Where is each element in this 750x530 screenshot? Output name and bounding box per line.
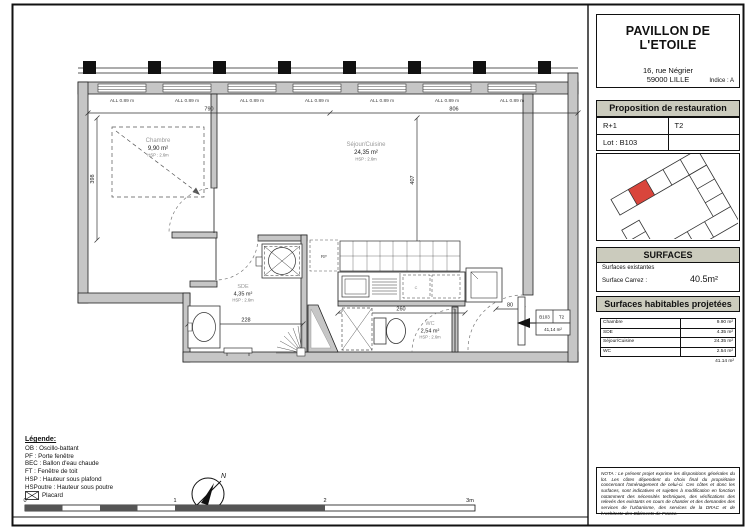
nota-text: NOTA : Le présent projet exprime les dispositions générales du lot. Les côtes dépendent du choix final du propriétaire concernant l'aménagement de celui-ci. Ces côtes et donc les surfaces, sont indicatives et sujettes à modification en fonction notamment des nécessités techniques, des vérifications des relevés des existants en cours de chantier et des demandes des services de l'urbanisme, des services de la DRAC et de l'Architecte des Bâtiments de France.: [601, 471, 735, 516]
table-row: [601, 329, 735, 339]
row-value: 4.35 m²: [716, 329, 733, 335]
facade-windows: [98, 84, 536, 92]
sde-door-arc: [216, 238, 258, 280]
entrance-door-arc: [468, 295, 523, 350]
dim-sde: 228: [241, 317, 251, 324]
sde-label: [232, 284, 254, 303]
sill-label: ALL 0.89 m: [304, 99, 330, 104]
legend-item: HSPoutre : Hauteur sous poutre: [25, 483, 114, 491]
window-sill-labels: [110, 98, 524, 104]
toilet: [374, 318, 406, 344]
table-row: [597, 118, 739, 135]
dim-center: 407: [410, 175, 416, 185]
lot-cell: Lot : B103: [597, 135, 669, 151]
sill-label: ALL 0.89 m: [174, 99, 200, 104]
legend-placard-item: [25, 491, 175, 500]
row-value: 2.54 m²: [716, 348, 733, 354]
fridge-slot: [310, 240, 338, 271]
scale-1: 1: [173, 498, 177, 504]
scale-3m: 3m: [466, 498, 474, 504]
table-row: [601, 319, 735, 329]
legend-item: HSP : Hauteur sous plafond: [25, 475, 102, 483]
fridge-label: RF: [320, 255, 328, 260]
north-label: N: [221, 473, 227, 480]
surfaces-body: [596, 263, 740, 292]
sill-label: ALL 0.89 m: [109, 99, 135, 104]
svg-text:Séjour/Cuisine: Séjour/Cuisine: [346, 142, 386, 148]
row-value: 9.90 m²: [716, 320, 733, 325]
placard-label: Placard: [42, 491, 63, 499]
placard-closet: [342, 308, 372, 350]
svg-text:SDE: SDE: [237, 284, 249, 290]
carrez-value: 40.5m²: [689, 274, 718, 284]
key-plan: [596, 153, 740, 241]
svg-text:WC: WC: [425, 321, 435, 327]
legend-title: Légende:: [25, 436, 57, 443]
north-arrow: [192, 473, 227, 510]
table-row: [601, 348, 735, 357]
svg-text:24,35 m²: 24,35 m²: [354, 150, 378, 156]
legend-item: PF : Porte fenêtre: [25, 452, 74, 460]
revision-index: Indice : A: [709, 78, 734, 84]
carrez-label: Surface Carrez :: [602, 277, 648, 284]
sill-label: ALL 0.89 m: [369, 99, 395, 104]
walls: [78, 73, 578, 362]
scale-0: 0: [23, 498, 27, 504]
svg-text:HSP : 2.6m: HSP : 2.6m: [419, 334, 441, 340]
projected-surfaces-header: Surfaces habitables projetées: [596, 296, 740, 312]
sejour-label: [346, 142, 386, 162]
proposition-table: [596, 117, 740, 151]
surfaces-header: SURFACES: [596, 247, 740, 263]
tag-lot: B103: [539, 314, 550, 320]
legend-item: FT : Fenêtre de toit: [25, 468, 78, 476]
chambre-door-arc: [169, 188, 214, 233]
dim-left: 398: [90, 174, 96, 184]
legend-item: BEC : Ballon d'eau chaude: [25, 460, 99, 468]
surfaces-existing-label: Surfaces existantes: [602, 265, 655, 271]
row-label: SDE: [601, 329, 681, 338]
chambre-label: [146, 138, 171, 158]
svg-text:4,35 m²: 4,35 m²: [233, 291, 253, 298]
legend-item: OB : Oscillo-battant: [25, 445, 79, 452]
title-block-address: [596, 14, 740, 88]
kitchen-counter: [338, 272, 465, 301]
empty-cell: [669, 135, 740, 151]
table-row: [601, 338, 735, 348]
svg-text:HSP : 2.6m: HSP : 2.6m: [232, 297, 254, 303]
sill-label: ALL 0.89 m: [499, 99, 525, 104]
sill-label: ALL 0.89 m: [434, 99, 460, 104]
row-label: WC: [601, 348, 681, 357]
water-heater-closet: [466, 268, 502, 302]
tag-type: T2: [558, 314, 565, 320]
svg-text:2,54 m²: 2,54 m²: [420, 328, 440, 335]
level-cell: R+1: [597, 118, 669, 134]
address-line2: 59000 LILLE: [646, 75, 690, 84]
projected-surfaces-table: [596, 312, 740, 364]
svg-text:Chambre: Chambre: [145, 138, 171, 144]
washbasin: [188, 306, 220, 348]
structural-posts: [83, 61, 551, 74]
roof-window-grid: [340, 241, 460, 271]
scale-2: 2: [323, 498, 327, 504]
dim-kitchen: 260: [396, 306, 406, 313]
svg-text:9,90 m²: 9,90 m²: [147, 146, 169, 152]
nota-box: [596, 467, 740, 514]
projected-total: 41.14 m²: [715, 359, 734, 364]
type-cell: T2: [674, 121, 684, 130]
counter-label: C: [414, 286, 418, 290]
project-title: PAVILLON DE L'ETOILE: [625, 24, 711, 52]
dim-top-left: 790: [204, 106, 214, 113]
proposition-header: Proposition de restauration: [596, 100, 740, 117]
tag-area: 41,14 m²: [544, 327, 562, 332]
svg-text:HSP : 2.6m: HSP : 2.6m: [147, 152, 169, 158]
dim-top-right: 806: [449, 106, 459, 113]
row-label: Séjour/Cuisine: [601, 338, 681, 347]
key-plan-map: [597, 154, 738, 239]
shower: [256, 244, 302, 278]
table-row: [597, 135, 739, 151]
address-line1: 16, rue Négrier: [642, 66, 694, 75]
sill-label: ALL 0.89 m: [239, 99, 265, 104]
dim-door: 80: [506, 302, 514, 309]
row-label: Chambre: [601, 319, 681, 328]
svg-text:HSP : 2.6m: HSP : 2.6m: [355, 156, 377, 162]
placard-symbol-icon: [25, 491, 39, 500]
legend: [25, 436, 175, 500]
row-value: 24.35 m²: [714, 339, 733, 344]
